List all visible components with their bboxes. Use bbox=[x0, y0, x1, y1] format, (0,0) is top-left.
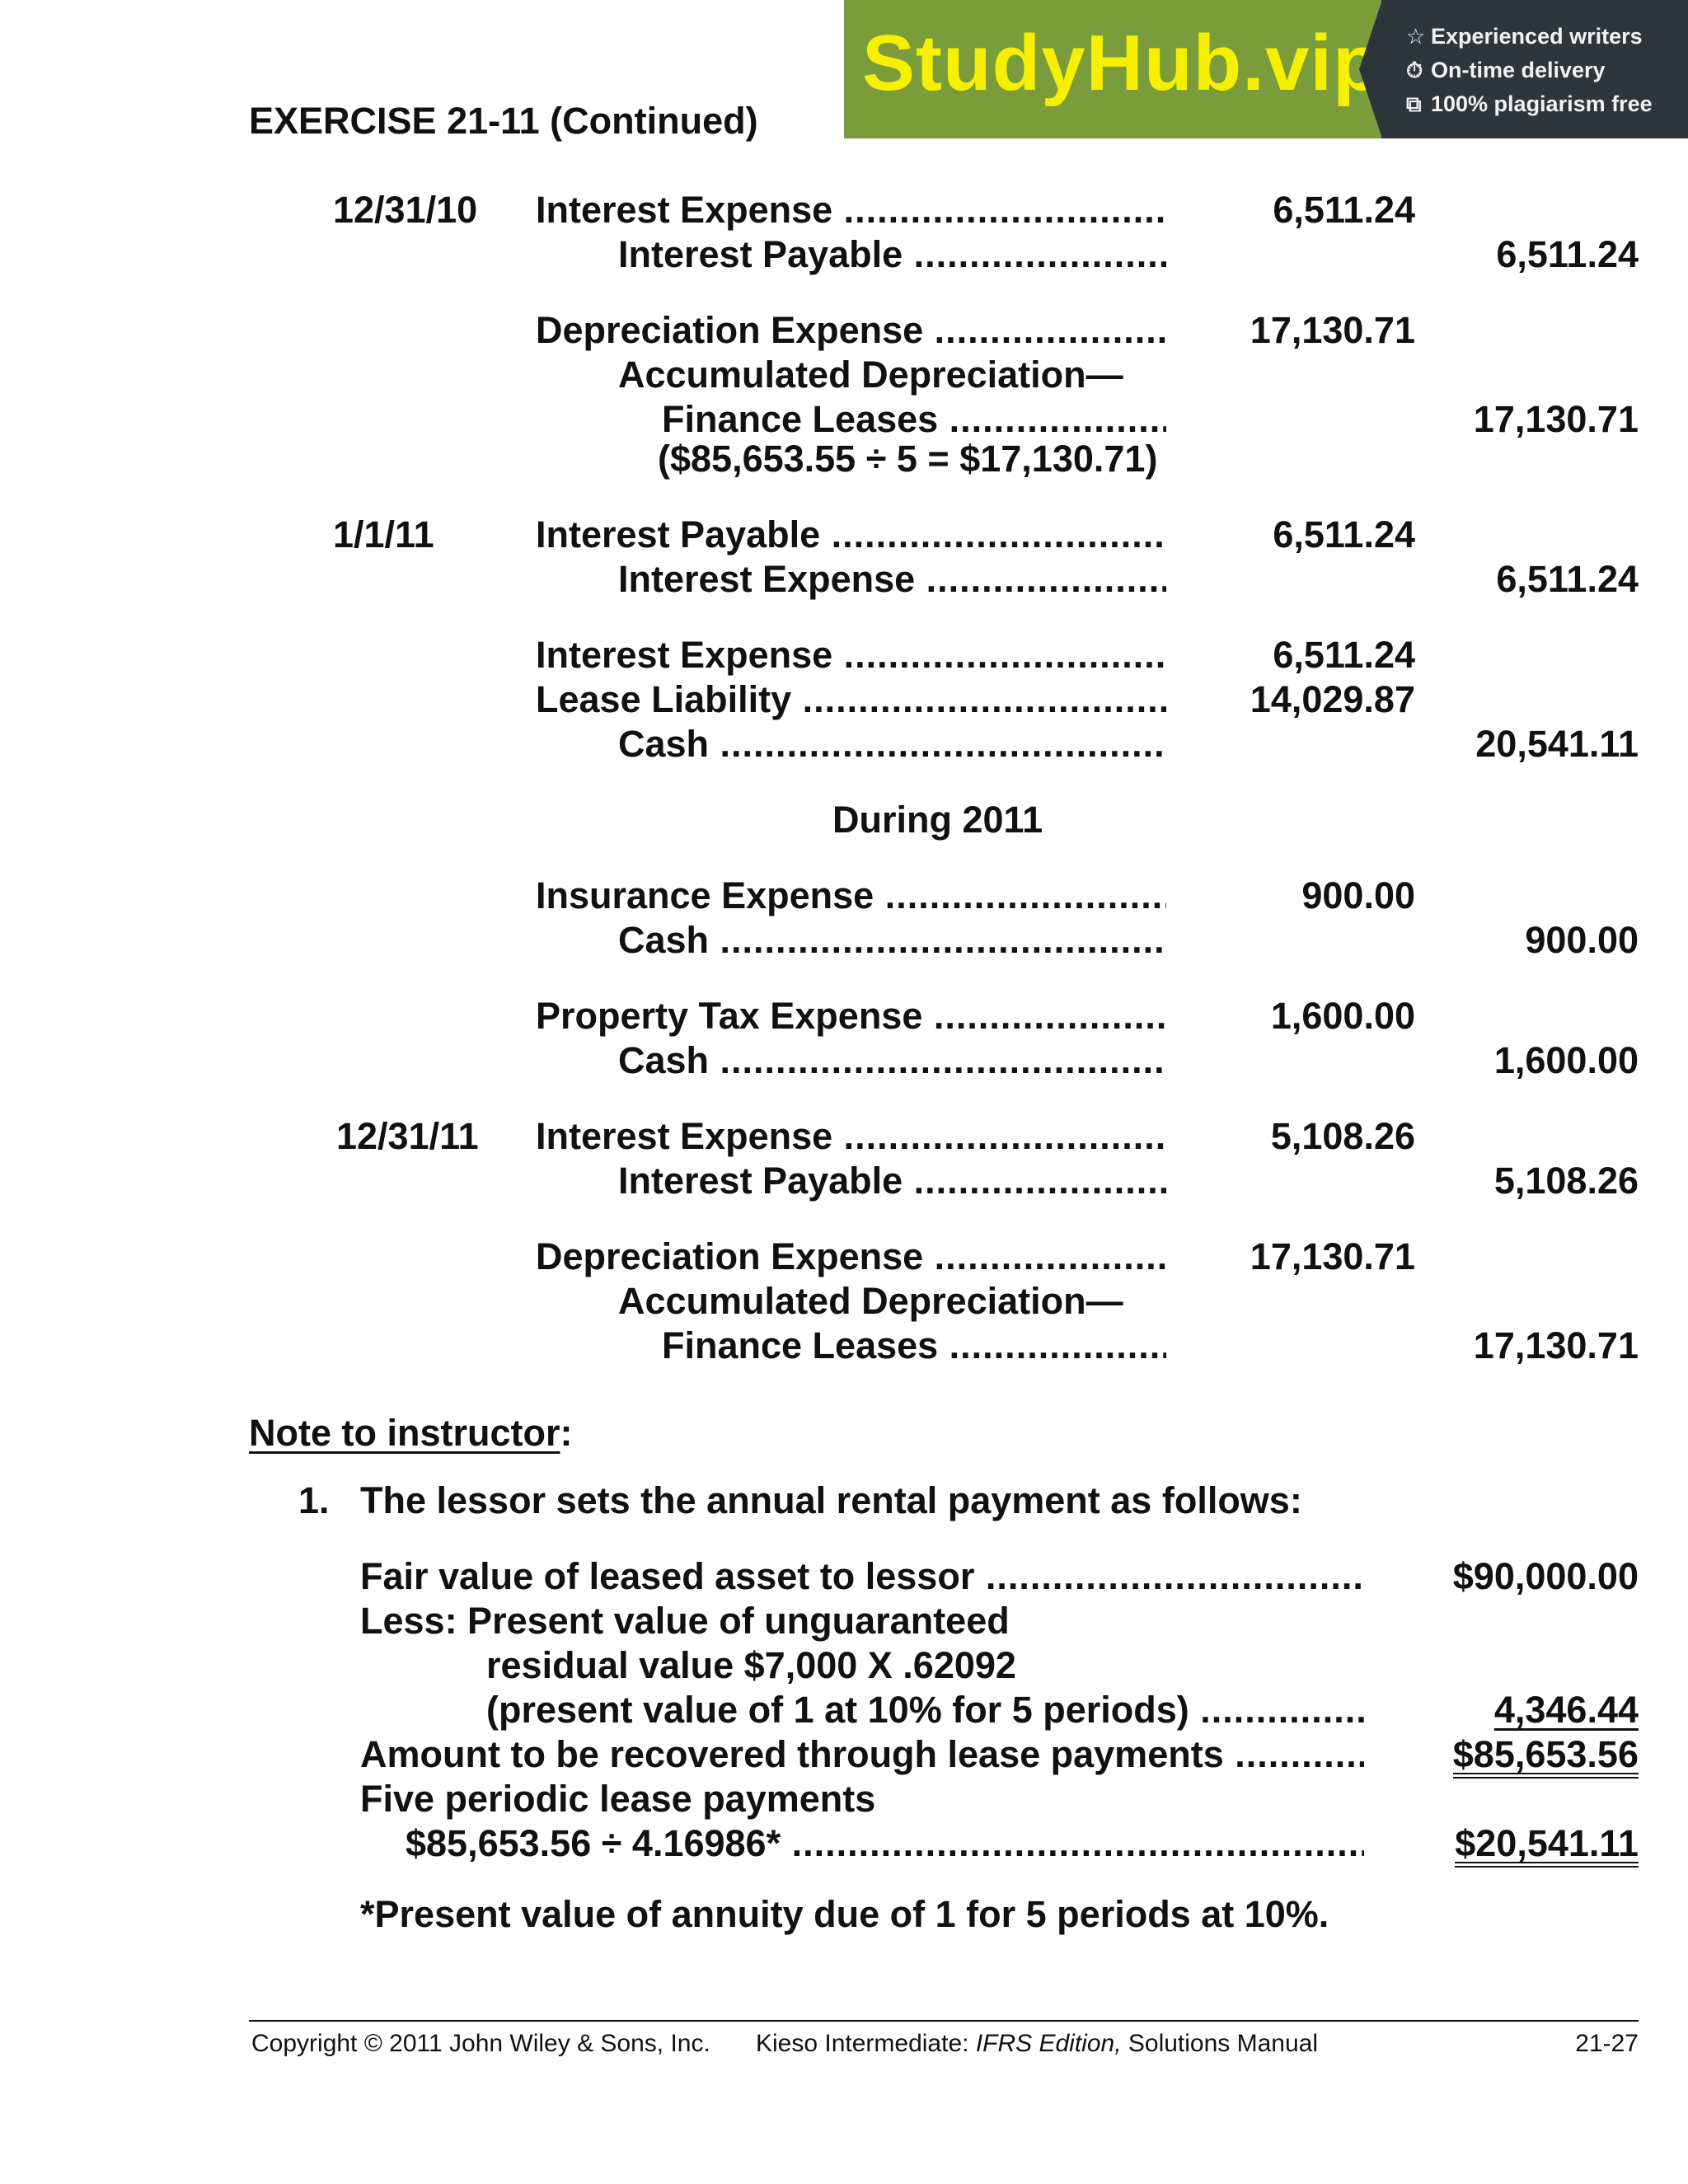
banner-chevron bbox=[1359, 0, 1382, 138]
copy-icon: ⧉ bbox=[1406, 91, 1422, 116]
credit-amount: 6,511.24 bbox=[1496, 558, 1639, 600]
account-name: Finance Leases ..... bbox=[662, 1324, 1166, 1368]
entry-date: 1/1/11 bbox=[333, 513, 434, 555]
account-name: Finance Leases ..... bbox=[662, 397, 1166, 442]
account-name: Interest Expense ..... bbox=[536, 188, 1166, 232]
debit-amount: 1,600.00 bbox=[1270, 995, 1415, 1037]
credit-amount: 17,130.71 bbox=[1473, 398, 1639, 440]
calc-line: Less: Present value of unguaranteed bbox=[360, 1600, 1010, 1642]
note-item-number: 1. bbox=[298, 1479, 330, 1521]
credit-amount: 5,108.26 bbox=[1493, 1160, 1639, 1202]
brand-name: StudyHub.vip bbox=[862, 19, 1382, 107]
debit-amount: 5,108.26 bbox=[1270, 1115, 1415, 1157]
calc-line: $85,653.56 ÷ 4.16986* ..... bbox=[406, 1821, 1364, 1866]
feature-text: On-time delivery bbox=[1431, 58, 1606, 82]
calc-line: Fair value of leased asset to lessor ..... bbox=[360, 1554, 1364, 1599]
calculation-note: ($85,653.55 ÷ 5 = $17,130.71) bbox=[658, 438, 1158, 480]
calc-amount-value: $85,653.56 bbox=[1453, 1736, 1639, 1779]
account-name: Depreciation Expense ..... bbox=[536, 308, 1166, 353]
feature-plagiarism-free bbox=[1406, 87, 1688, 121]
note-heading-text: Note to instructor bbox=[249, 1412, 560, 1454]
calc-amount bbox=[1393, 1688, 1639, 1732]
footer-book-prefix: Kieso Intermediate: bbox=[756, 2030, 976, 2057]
calc-amount: $90,000.00 bbox=[1452, 1555, 1639, 1597]
footer-rule bbox=[249, 2020, 1639, 2022]
debit-amount: 900.00 bbox=[1301, 874, 1415, 916]
account-name: Interest Expense ..... bbox=[536, 633, 1166, 677]
calc-line: Five periodic lease payments bbox=[360, 1778, 876, 1820]
account-name: Cash ..... bbox=[618, 918, 1166, 963]
calc-amount-value: $20,541.11 bbox=[1455, 1825, 1639, 1868]
footnote: *Present value of annuity due of 1 for 5 periods at 10%. bbox=[360, 1893, 1329, 1935]
debit-amount: 17,130.71 bbox=[1250, 309, 1415, 351]
feature-experienced-writers bbox=[1406, 20, 1688, 54]
studyhub-banner[interactable] bbox=[844, 0, 1688, 138]
feature-text: Experienced writers bbox=[1431, 24, 1643, 49]
debit-amount: 14,029.87 bbox=[1250, 678, 1415, 720]
footer-book-italic: IFRS Edition, bbox=[975, 2030, 1122, 2057]
feature-text: 100% plagiarism free bbox=[1431, 91, 1653, 116]
star-icon: ☆ bbox=[1406, 24, 1426, 49]
note-item-text: The lessor sets the annual rental payment as follows: bbox=[360, 1479, 1302, 1521]
account-name: Property Tax Expense ..... bbox=[536, 994, 1166, 1038]
credit-amount: 6,511.24 bbox=[1496, 233, 1639, 275]
account-name: Cash ..... bbox=[618, 1038, 1166, 1083]
account-name: Interest Payable ..... bbox=[618, 1159, 1166, 1203]
account-name: Cash ..... bbox=[618, 722, 1166, 766]
entry-date: 12/31/10 bbox=[333, 189, 478, 231]
account-name: Interest Payable ..... bbox=[618, 232, 1166, 277]
footer-book bbox=[756, 2029, 1318, 2059]
clock-icon: ⏱ bbox=[1406, 58, 1423, 82]
debit-amount: 6,511.24 bbox=[1273, 634, 1415, 676]
feature-on-time-delivery bbox=[1406, 54, 1688, 87]
section-heading: During 2011 bbox=[832, 799, 1043, 841]
page-title: EXERCISE 21-11 (Continued) bbox=[249, 100, 758, 142]
entry-date: 12/31/11 bbox=[336, 1115, 479, 1157]
account-name: Interest Expense ..... bbox=[618, 557, 1166, 602]
debit-amount: 6,511.24 bbox=[1273, 513, 1415, 555]
debit-amount: 6,511.24 bbox=[1273, 189, 1415, 231]
footer-book-suffix: Solutions Manual bbox=[1121, 2030, 1319, 2057]
note-heading-colon: : bbox=[560, 1412, 573, 1454]
account-name: Depreciation Expense ..... bbox=[536, 1235, 1166, 1279]
page-number: 21-27 bbox=[1575, 2030, 1639, 2057]
calc-line: residual value $7,000 X .62092 bbox=[486, 1644, 1016, 1686]
credit-amount: 1,600.00 bbox=[1493, 1039, 1639, 1081]
credit-amount: 17,130.71 bbox=[1473, 1324, 1639, 1366]
debit-amount: 17,130.71 bbox=[1250, 1235, 1415, 1277]
calc-line: (present value of 1 at 10% for 5 periods) ..... bbox=[486, 1688, 1364, 1732]
credit-amount: 900.00 bbox=[1525, 919, 1639, 961]
account-name: Accumulated Depreciation— bbox=[618, 354, 1123, 396]
calc-amount bbox=[1393, 1821, 1639, 1868]
calc-amount-value: 4,346.44 bbox=[1493, 1689, 1639, 1731]
account-name: Lease Liability ..... bbox=[536, 677, 1166, 722]
note-heading bbox=[249, 1411, 573, 1455]
account-name: Accumulated Depreciation— bbox=[618, 1280, 1123, 1322]
account-name: Insurance Expense ..... bbox=[536, 874, 1166, 918]
account-name: Interest Payable ..... bbox=[536, 513, 1166, 557]
calc-line: Amount to be recovered through lease payments ..... bbox=[360, 1732, 1364, 1777]
calc-amount bbox=[1393, 1732, 1639, 1779]
account-name: Interest Expense ..... bbox=[536, 1114, 1166, 1159]
banner-features bbox=[1381, 0, 1688, 138]
credit-amount: 20,541.11 bbox=[1475, 723, 1639, 765]
footer-copyright: Copyright © 2011 John Wiley & Sons, Inc. bbox=[251, 2030, 710, 2057]
studyhub-logo[interactable] bbox=[844, 0, 1381, 138]
